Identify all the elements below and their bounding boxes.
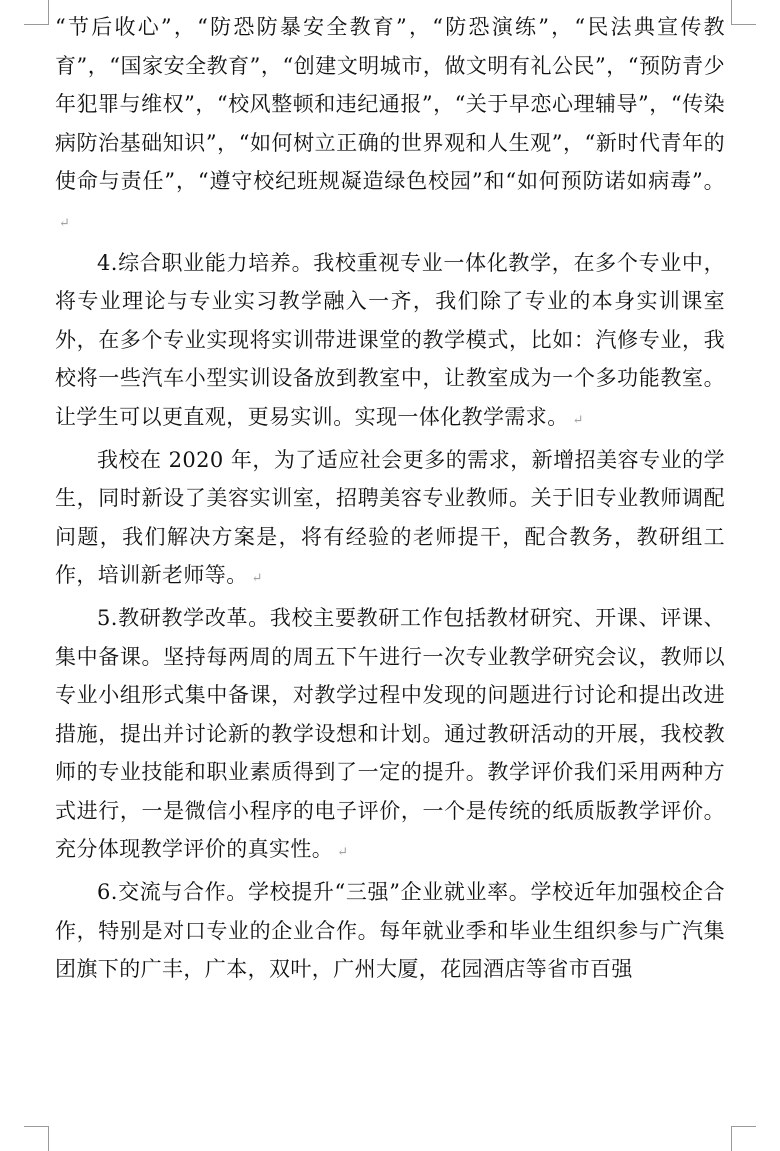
document-body [55,8,725,989]
paragraph-education-topics: “节后收心”，“防恐防暴安全教育”，“防恐演练”，“民法典宣传教育”，“国家安全教育”，“创建文明城市，做文明有礼公民”，“预防青少年犯罪与维权”，“校风整顿和违纪通报”，“关于早恋心理辅导”，“传染病防治基础知识”，“如何树立正确的世界观和人生观”，“新时代青年的使命与责任”，“遵守校纪班规凝造绿色校园”和“如何预防诺如病毒”。↵ [55,15,725,231]
paragraph-mark-icon: ↵ [59,215,71,231]
paragraph-mark-icon: ↵ [572,412,584,428]
paragraph-exchange-cooperation: 6.交流与合作。学校提升“三强”企业就业率。学校近年加强校企合作，特别是对口专业的企业合作。每年就业季和毕业生组织参与广汽集团旗下的广丰，广本，双叶，广州大厦，花园酒店等省市百强 [55,880,725,982]
paragraph-vocational-ability: 4.综合职业能力培养。我校重视专业一体化教学，在多个专业中，将专业理论与专业实习教学融入一齐，我们除了专业的本身实训课室外，在多个专业实现将实训带进课堂的教学模式，比如：汽修专业，我校将一些汽车小型实训设备放到教室中，让教室成为一个多功能教室。让学生可以更直观，更易实训。实现一体化教学需求。 ↵ [55,250,725,429]
crop-mark-bottom-left [24,1126,49,1151]
paragraph-beauty-major: 我校在 2020 年，为了适应社会更多的需求，新增招美容专业的学生，同时新设了美容实训室，招聘美容专业教师。关于旧专业教师调配问题，我们解决方案是，将有经验的老师提干，配合教务，教研组工作，培训新老师等。 ↵ [55,447,725,588]
crop-mark-bottom-right [731,1126,756,1151]
crop-mark-top-right [731,0,756,25]
paragraph-teaching-research: 5.教研教学改革。我校主要教研工作包括教材研究、开课、评课、集中备课。坚持每两周的周五下午进行一次专业教学研究会议，教师以专业小组形式集中备课，对教学过程中发现的问题进行讨论和提出改进措施，提出并讨论新的教学设想和计划。通过教研活动的开展，我校教师的专业技能和职业素质得到了一定的提升。教学评价我们采用两种方式进行，一是微信小程序的电子评价，一个是传统的纸质版教学评价。充分体现教学评价的真实性。 ↵ [55,605,725,862]
paragraph-mark-icon: ↵ [337,845,349,861]
crop-mark-top-left [24,0,49,25]
paragraph-mark-icon: ↵ [251,571,263,587]
